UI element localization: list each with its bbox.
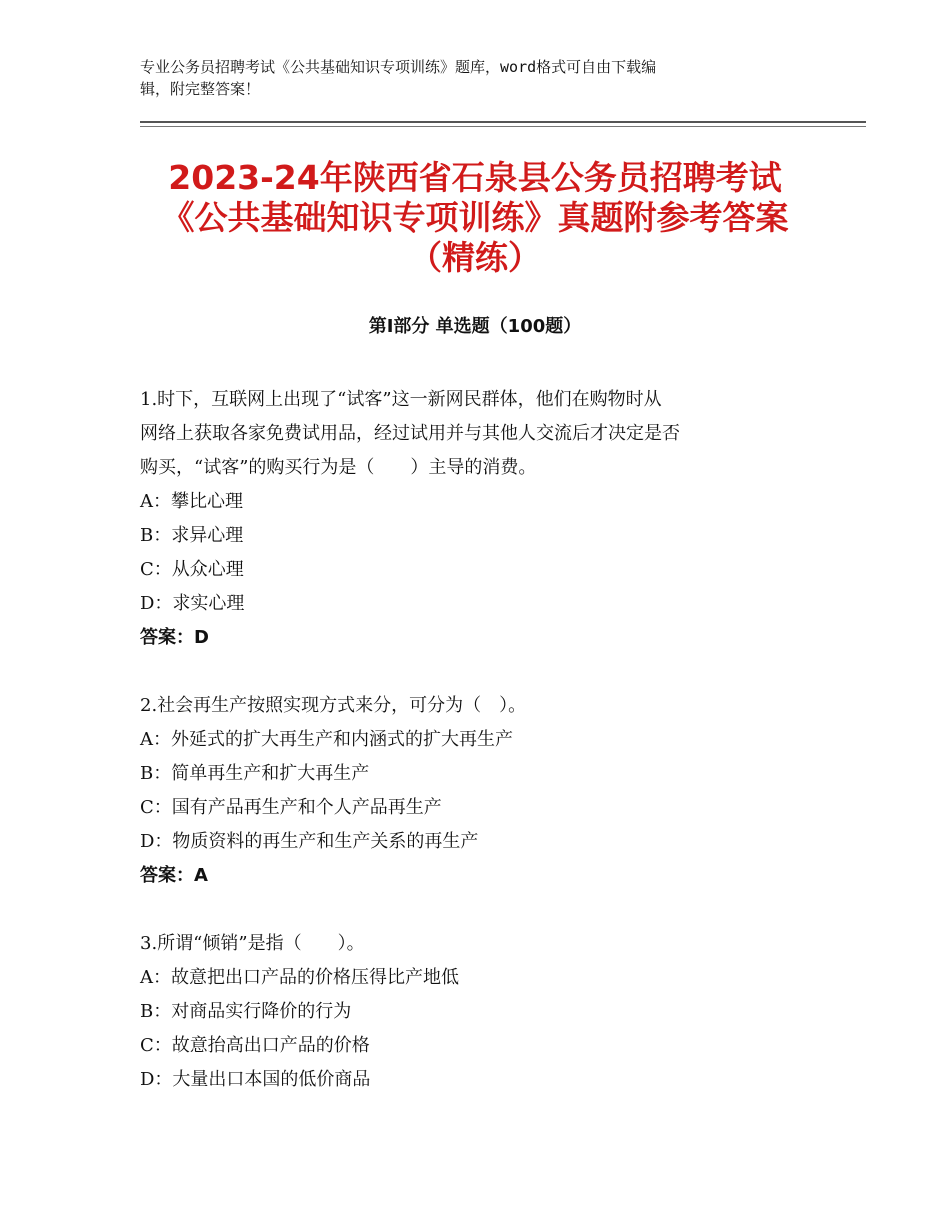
option-b: B：求异心理 — [140, 525, 244, 546]
option-c: C：故意抬高出口产品的价格 — [140, 1035, 370, 1056]
title-line-3: （精练） — [409, 238, 541, 277]
answer: 答案：A — [140, 865, 208, 886]
option-a: A：攀比心理 — [140, 491, 243, 512]
option-a: A：故意把出口产品的价格压得比产地低 — [140, 967, 459, 988]
option-c: C：国有产品再生产和个人产品再生产 — [140, 797, 442, 818]
option-d: D：物质资料的再生产和生产关系的再生产 — [140, 831, 479, 852]
option-d: D：大量出口本国的低价商品 — [140, 1069, 371, 1090]
option-d: D：求实心理 — [140, 593, 245, 614]
question-list — [140, 383, 820, 1131]
question-stem-line: 2.社会再生产按照实现方式来分，可分为（ ）。 — [140, 695, 527, 716]
document-title — [100, 158, 850, 278]
question-stem-line: 3.所谓“倾销”是指（ ）。 — [140, 933, 365, 954]
page-header — [140, 56, 800, 100]
section-title: 第Ⅰ部分 单选题（100题） — [368, 316, 582, 337]
question-stem-line: 购买，“试客”的购买行为是（ ）主导的消费。 — [140, 457, 537, 478]
option-b: B：对商品实行降价的行为 — [140, 1001, 352, 1022]
header-line-2: 辑，附完整答案！ — [140, 80, 261, 98]
question-3 — [140, 927, 820, 1097]
title-line-2: 《公共基础知识专项训练》真题附参考答案 — [161, 198, 789, 237]
answer: 答案：D — [140, 627, 209, 648]
header-divider-thick — [140, 121, 866, 123]
option-c: C：从众心理 — [140, 559, 244, 580]
question-2 — [140, 689, 820, 893]
header-line-1: 专业公务员招聘考试《公共基础知识专项训练》题库，word格式可自由下载编 — [140, 58, 657, 76]
header-divider-thin — [140, 126, 866, 127]
title-line-1: 2023-24年陕西省石泉县公务员招聘考试 — [168, 158, 782, 197]
question-1 — [140, 383, 820, 655]
option-a: A：外延式的扩大再生产和内涵式的扩大再生产 — [140, 729, 513, 750]
question-stem-line: 网络上获取各家免费试用品，经过试用并与其他人交流后才决定是否 — [140, 423, 680, 444]
option-b: B：简单再生产和扩大再生产 — [140, 763, 370, 784]
question-stem-line: 1.时下，互联网上出现了“试客”这一新网民群体，他们在购物时从 — [140, 389, 662, 410]
